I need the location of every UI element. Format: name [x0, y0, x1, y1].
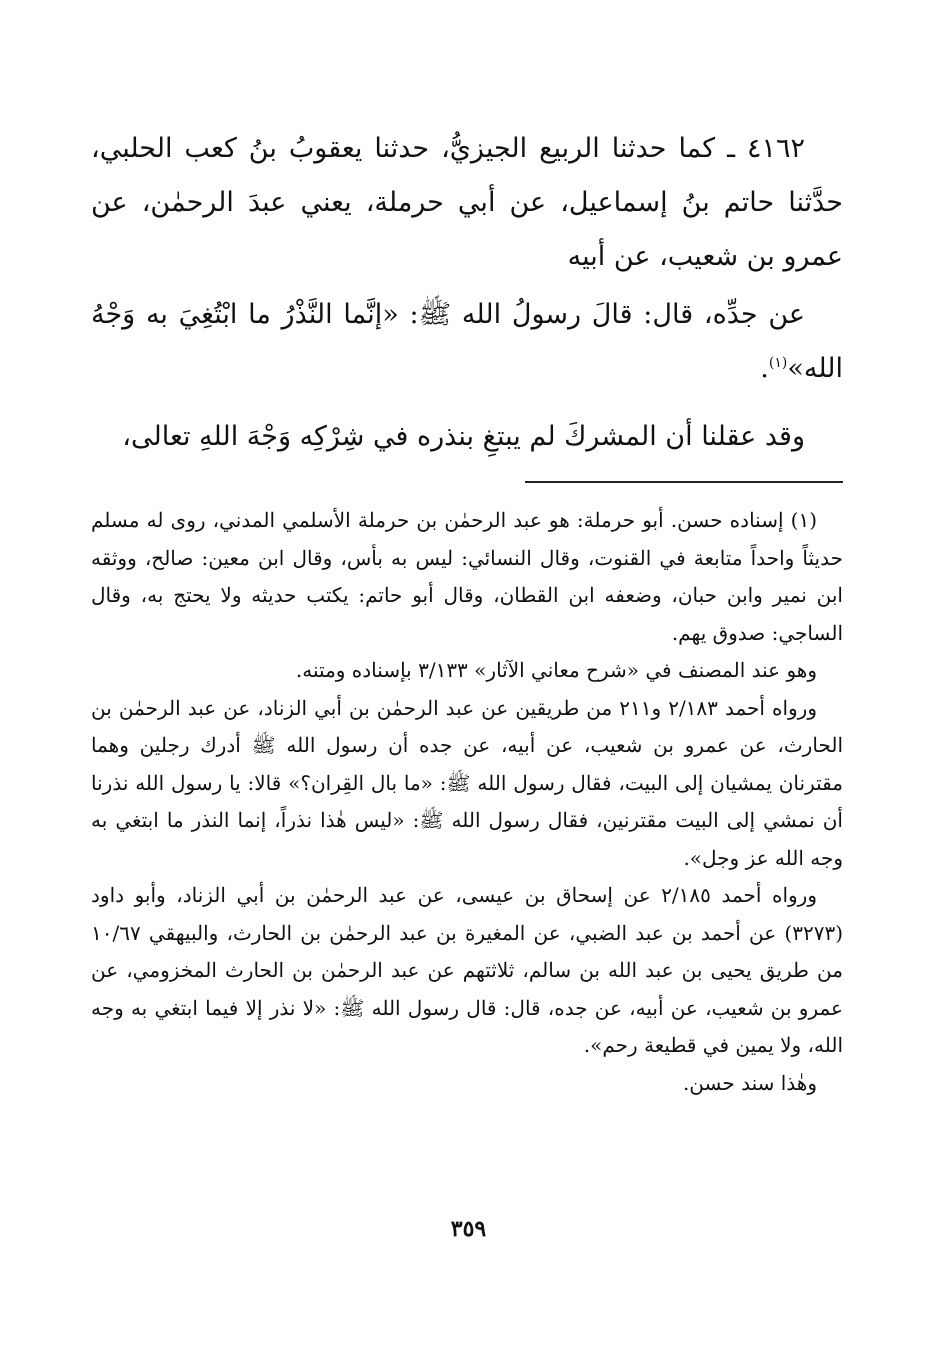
hadith-matn-text: عن جدِّه، قال: قالَ رسولُ الله ﷺ: «إنَّما النَّذْرُ ما ابْتُغِيَ به وَجْهُ الله» — [91, 299, 843, 384]
footnote-paragraph: ورواه أحمد ٢/١٨٥ عن إسحاق بن عيسى، عن عبد الرحمٰن بن أبي الزناد، وأبو داود (٣٢٧٣) عن أحمد بن عبد الضبي، عن المغيرة بن عبد الرحمٰن بن الحارث، والبيهقي ١٠/٦٧ من طريق يحيى بن عبد الله بن سالم، ثلاثتهم عن عبد الرحمٰن بن الحارث المخزومي، عن عمرو بن شعيب، عن أبيه، عن جده، قال: قال رسول الله ﷺ: «لا نذر إلا فيما ابتغي به وجه الله، ولا يمين في قطيعة رحم». — [91, 883, 843, 1057]
footnotes — [91, 502, 843, 1102]
footnote-divider — [525, 481, 843, 483]
footnote-paragraph: (١) إسناده حسن. أبو حرملة: هو عبد الرحمٰن بن حرملة الأسلمي المدني، روى له مسلم حديثاً واحداً متابعة في القنوت، وقال النسائي: ليس به بأس، وقال ابن معين: صالح، ووثقه ابن نمير وابن حبان، وضعفه ابن القطان، وقال أبو حاتم: يكتب حديثه ولا يحتج به، وقال الساجي: صدوق يهم. — [91, 508, 843, 645]
author-commentary: وقد عقلنا أن المشركَ لم يبتغِ بنذره في شِرْكِه وَجْهَ اللهِ تعالى، — [122, 421, 805, 452]
footnote-paragraph: وهو عند المصنف في «شرح معاني الآثار» ٣/١٣٣ بإسناده ومتنه. — [295, 658, 817, 682]
page-number: ٣٥٩ — [450, 1216, 487, 1242]
hadith-intro: ٤١٦٢ ـ كما حدثنا الربيع الجيزيُّ، حدثنا يعقوبُ بنُ كعب الحلبي، حدَّثنا حاتم بنُ إسماعيل، عن أبي حرملة، يعني عبدَ الرحمٰن، عن عمرو بن شعيب، عن أبيه — [91, 133, 843, 272]
hadith-matn-end: . — [760, 353, 769, 384]
footnote-paragraph: ورواه أحمد ٢/١٨٣ و٢١١ من طريقين عن عبد الرحمٰن بن أبي الزناد، عن عبد الرحمٰن بن الحارث، عن عمرو بن شعيب، عن أبيه، عن جده أن رسول الله ﷺ أدرك رجلين وهما مقترنان يمشيان إلى البيت، فقال رسول الله ﷺ: «ما بال القِران؟» قالا: يا رسول الله نذرنا أن نمشي إلى البيت مقترنين، فقال رسول الله ﷺ: «ليس هٰذا نذراً، إنما النذر ما ابتغي به وجه الله عز وجل». — [91, 695, 843, 870]
footnote-marker[interactable]: (١) — [768, 355, 788, 371]
hadith-matn — [91, 288, 843, 396]
footnote-paragraph: وهٰذا سند حسن. — [682, 1070, 817, 1095]
main-text — [91, 122, 843, 464]
